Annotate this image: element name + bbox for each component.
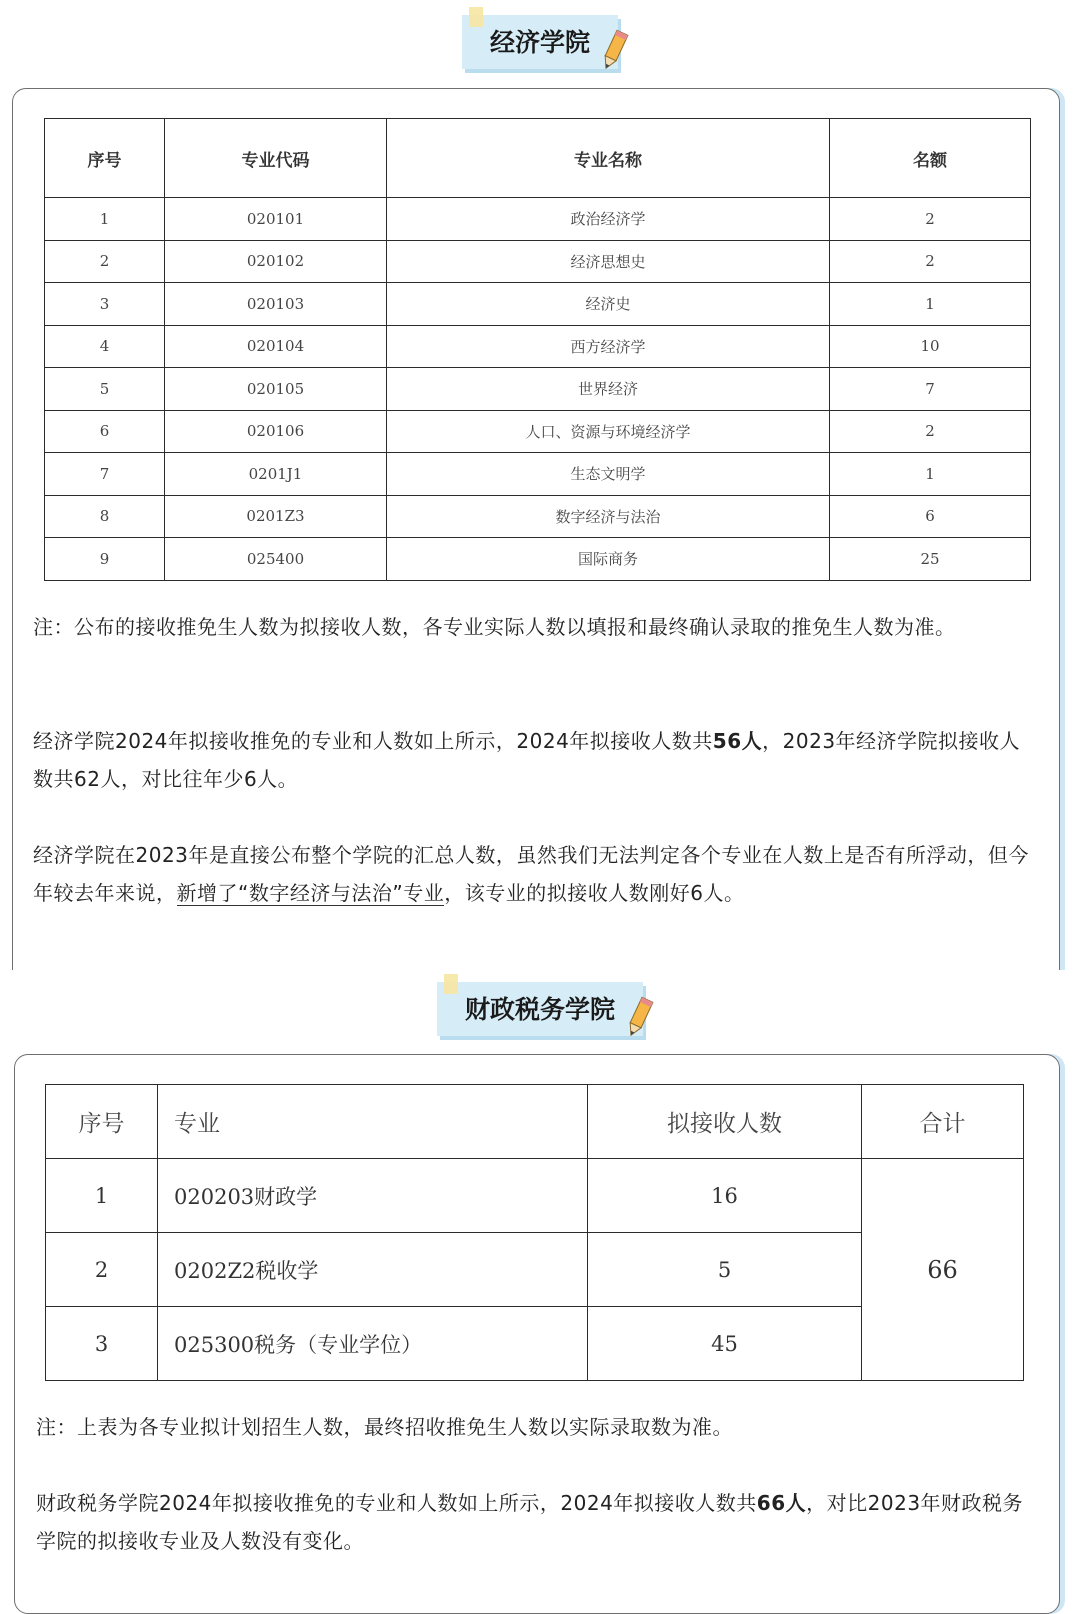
- cell-code: 020103: [165, 283, 387, 326]
- cell-major: 020203财政学: [158, 1159, 588, 1233]
- cell-code: 020105: [165, 368, 387, 411]
- cell-quota: 2: [830, 240, 1031, 283]
- cell-name: 人口、资源与环境经济学: [387, 410, 830, 453]
- pencil-icon: [617, 996, 661, 1040]
- analysis-text-a: 经济学院在2023年是直接公布整个学院的汇总人数，虽然我们无法判定各个专业在人数上是否有所浮动，但今年较去年来说，: [33, 843, 1029, 905]
- summary-text-a: 经济学院2024年拟接收推免的专业和人数如上所示，2024年拟接收人数共: [33, 729, 713, 753]
- cell-code: 0201J1: [165, 453, 387, 496]
- table-header-row: [45, 119, 1031, 198]
- table-header-row: [46, 1085, 1024, 1159]
- cell-name: 数字经济与法治: [387, 495, 830, 538]
- cell-index: 1: [45, 198, 165, 241]
- analysis-underlined-text: 新增了“数字经济与法治”专业: [176, 881, 445, 905]
- section-title-wrap-economics: [0, 15, 1080, 69]
- table-row: [45, 325, 1031, 368]
- cell-quota: 1: [830, 453, 1031, 496]
- header-total: 合计: [862, 1085, 1024, 1159]
- summary-text-c: ，2023年经济学院拟接收人数共62人，对比往年少6人。: [33, 729, 1021, 791]
- section-title-text: 财政税务学院: [464, 995, 615, 1024]
- cell-name: 政治经济学: [387, 198, 830, 241]
- finance-tax-summary-paragraph: [36, 1484, 1041, 1560]
- cell-index: 1: [46, 1159, 158, 1233]
- cell-index: 6: [45, 410, 165, 453]
- section-title-economics: [462, 15, 618, 69]
- header-major: 专业: [158, 1085, 588, 1159]
- section-title-wrap-finance: [0, 982, 1080, 1036]
- cell-major: 0202Z2税收学: [158, 1233, 588, 1307]
- economics-note: [33, 608, 1038, 646]
- note-text: 注：公布的接收推免生人数为拟接收人数，各专业实际人数以填报和最终确认录取的推免生人数为准。: [33, 615, 956, 639]
- summary-highlight-count: 66人: [756, 1491, 807, 1515]
- cell-index: 8: [45, 495, 165, 538]
- cell-quota: 2: [830, 198, 1031, 241]
- section-title-finance-tax: [437, 982, 643, 1036]
- cell-index: 9: [45, 538, 165, 581]
- cell-code: 020101: [165, 198, 387, 241]
- cell-index: 4: [45, 325, 165, 368]
- table-row: [45, 538, 1031, 581]
- header-major-code: 专业代码: [165, 119, 387, 198]
- header-major-name: 专业名称: [387, 119, 830, 198]
- table-row: [45, 410, 1031, 453]
- economics-analysis-paragraph: [33, 836, 1038, 912]
- note-text: 注：上表为各专业拟计划招生人数，最终招收推免生人数以实际录取数为准。: [36, 1415, 733, 1439]
- section-title-text: 经济学院: [489, 28, 590, 57]
- table-row: [45, 240, 1031, 283]
- cell-count: 45: [588, 1307, 862, 1381]
- cell-total: 66: [862, 1159, 1024, 1381]
- cell-index: 3: [45, 283, 165, 326]
- cell-code: 025400: [165, 538, 387, 581]
- cell-code: 0201Z3: [165, 495, 387, 538]
- table-row: [46, 1159, 1024, 1233]
- cell-count: 5: [588, 1233, 862, 1307]
- cell-index: 2: [45, 240, 165, 283]
- table-row: [45, 198, 1031, 241]
- cell-index: 7: [45, 453, 165, 496]
- tape-decoration: [469, 7, 483, 27]
- cell-count: 16: [588, 1159, 862, 1233]
- cell-index: 2: [46, 1233, 158, 1307]
- header-index: 序号: [45, 119, 165, 198]
- table-row: [45, 453, 1031, 496]
- header-quota: 名额: [830, 119, 1031, 198]
- cell-name: 生态文明学: [387, 453, 830, 496]
- cell-quota: 2: [830, 410, 1031, 453]
- cell-code: 020102: [165, 240, 387, 283]
- cell-major: 025300税务（专业学位）: [158, 1307, 588, 1381]
- cell-name: 经济思想史: [387, 240, 830, 283]
- cell-name: 世界经济: [387, 368, 830, 411]
- cell-code: 020106: [165, 410, 387, 453]
- cell-name: 西方经济学: [387, 325, 830, 368]
- tape-decoration: [444, 974, 458, 994]
- cell-quota: 7: [830, 368, 1031, 411]
- table-row: [45, 283, 1031, 326]
- finance-tax-note: [36, 1408, 1041, 1446]
- cell-name: 经济史: [387, 283, 830, 326]
- table-row: [45, 495, 1031, 538]
- cell-index: 5: [45, 368, 165, 411]
- cell-index: 3: [46, 1307, 158, 1381]
- economics-summary-paragraph: [33, 722, 1038, 798]
- header-index: 序号: [46, 1085, 158, 1159]
- finance-tax-quota-table: [45, 1084, 1024, 1381]
- pencil-icon: [592, 29, 636, 73]
- summary-highlight-count: 56人: [712, 729, 763, 753]
- cell-quota: 6: [830, 495, 1031, 538]
- cell-code: 020104: [165, 325, 387, 368]
- cell-name: 国际商务: [387, 538, 830, 581]
- analysis-text-c: ，该专业的拟接收人数刚好6人。: [444, 881, 745, 905]
- summary-text-c: ，对比2023年财政税务学院的拟接收专业及人数没有变化。: [36, 1491, 1024, 1553]
- cell-quota: 25: [830, 538, 1031, 581]
- summary-text-a: 财政税务学院2024年拟接收推免的专业和人数如上所示，2024年拟接收人数共: [36, 1491, 757, 1515]
- table-row: [45, 368, 1031, 411]
- header-planned-count: 拟接收人数: [588, 1085, 862, 1159]
- cell-quota: 10: [830, 325, 1031, 368]
- economics-quota-table: [44, 118, 1031, 581]
- cell-quota: 1: [830, 283, 1031, 326]
